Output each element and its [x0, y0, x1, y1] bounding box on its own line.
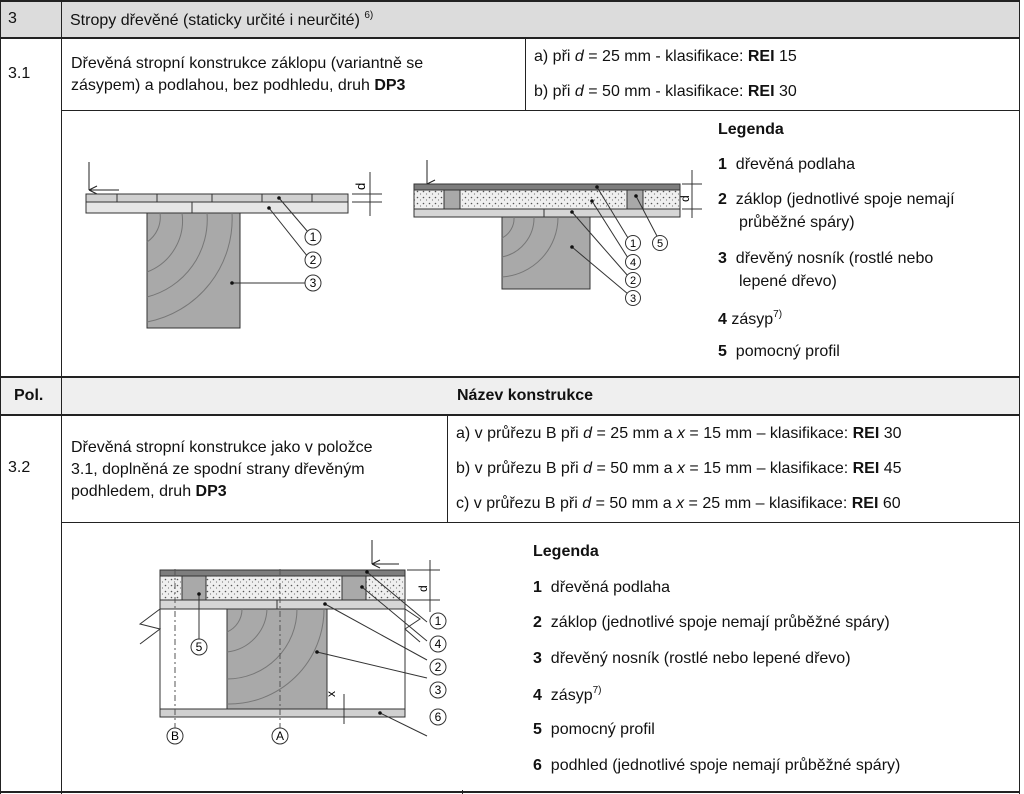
legend-item: 3 dřevěný nosník (rostlé nebo lepené dřevo): [533, 650, 851, 667]
legend-item: 3 dřevěný nosník (rostlé nebo: [718, 250, 934, 267]
grid-line: [62, 522, 1020, 523]
grid-line: [0, 791, 1020, 793]
load-arrow-icon: [372, 540, 399, 568]
auxiliary-profile: [627, 190, 643, 209]
svg-text:d: d: [678, 195, 692, 202]
section-title-footnote: 6): [364, 10, 374, 21]
legend-title: Legenda: [718, 121, 784, 138]
row-3-2-option-b: b) v průřezu B při d = 50 mm a x = 15 mm – klasifikace: REI 45: [456, 460, 902, 477]
legend-item-cont: lepené dřevo): [739, 273, 837, 290]
row-3-1-option-a: a) při d = 25 mm - klasifikace: REI 15: [534, 48, 797, 65]
figure-3-1: [62, 112, 712, 374]
section-title: [70, 11, 373, 29]
svg-text:5: 5: [195, 640, 203, 654]
legend-item: 5 pomocný profil: [718, 343, 840, 360]
right-section-drawing: [414, 160, 702, 306]
floor-board: [86, 194, 348, 202]
row-3-2-desc-line1: Dřevěná stropní konstrukce jako v položce: [71, 439, 373, 456]
svg-text:1: 1: [434, 614, 442, 628]
decking-board: [414, 209, 680, 217]
svg-text:1: 1: [309, 230, 317, 244]
row-3-2-option-c: c) v průřezu B při d = 50 mm a x = 25 mm – klasifikace: REI 60: [456, 495, 901, 512]
ceiling-board: [160, 709, 405, 717]
svg-text:2: 2: [434, 660, 442, 674]
legend-item: 2 záklop (jednotlivé spoje nemají průběžné spáry): [533, 614, 890, 631]
dim-d-label: d: [353, 182, 368, 190]
grid-line: [1019, 0, 1020, 794]
legend-item: 4 zásyp$^{7)}$: [533, 685, 602, 704]
floor-board: [414, 184, 680, 190]
timber-beam: [147, 213, 240, 328]
legend-item-cont: průběžné spáry): [739, 214, 855, 231]
row-3-1-type-code: DP3: [374, 77, 406, 94]
row-number-3-2: 3.2: [8, 459, 31, 476]
row-3-1-option-b: b) při d = 50 mm - klasifikace: REI 30: [534, 83, 797, 100]
left-section-drawing: [86, 162, 382, 328]
row-3-1-desc-line1: Dřevěná stropní konstrukce záklopu (variantně se: [71, 55, 424, 72]
row-3-2-desc-line3: podhledem, druh DP3: [71, 483, 227, 500]
grid-line: [0, 376, 1020, 378]
grid-line: [62, 110, 1020, 111]
svg-text:4: 4: [434, 637, 442, 651]
grid-line: [0, 0, 1, 794]
row-3-1-desc-text: zásypem) a podlahou, bez podhledu, druh: [71, 77, 375, 94]
svg-text:2: 2: [309, 253, 317, 267]
grid-line: [0, 414, 1020, 416]
grid-line: [462, 790, 463, 794]
grid-line: [0, 37, 1020, 39]
section-a-label: A: [275, 729, 285, 743]
figure-3-2: [62, 524, 462, 790]
svg-text:4: 4: [629, 257, 637, 269]
column-header-pol: Pol.: [14, 387, 44, 404]
legend-item: 5 pomocný profil: [533, 721, 655, 738]
grid-line: [447, 415, 448, 523]
column-header-name: Název konstrukce: [457, 387, 594, 404]
svg-text:1: 1: [629, 238, 637, 250]
legend-item: 1 dřevěná podlaha: [718, 156, 856, 173]
legend-title: Legenda: [533, 543, 599, 560]
decking-board: [160, 600, 405, 609]
section-b-label: B: [170, 729, 180, 743]
grid-line: [0, 0, 1020, 2]
svg-text:3: 3: [434, 683, 442, 697]
svg-text:d: d: [416, 585, 430, 592]
legend-item: 4 zásyp$^{7)}$: [718, 309, 783, 328]
section-title-text: Stropy dřevěné (staticky určité i neurčité): [70, 12, 360, 29]
legend-item: 2 záklop (jednotlivé spoje nemají: [718, 191, 955, 208]
row-3-1-desc-line2: [71, 78, 405, 94]
decking-board: [86, 202, 348, 213]
load-arrow-icon: [89, 162, 119, 194]
svg-text:5: 5: [656, 238, 664, 250]
row-number-3-1: 3.1: [8, 65, 31, 82]
auxiliary-profile: [182, 576, 206, 600]
row-3-2-desc-line2: 3.1, doplněná ze spodní strany dřevěným: [71, 461, 365, 478]
legend-item: 6 podhled (jednotlivé spoje nemají průběžné spáry): [533, 757, 901, 774]
timber-beam: [227, 609, 327, 709]
svg-text:3: 3: [309, 276, 317, 290]
svg-text:x: x: [324, 691, 338, 697]
auxiliary-profile: [444, 190, 460, 209]
section-number: 3: [8, 10, 17, 27]
svg-text:2: 2: [629, 275, 637, 287]
grid-line: [525, 38, 526, 111]
legend-item: 1 dřevěná podlaha: [533, 579, 671, 596]
svg-text:3: 3: [629, 293, 637, 305]
svg-text:6: 6: [434, 710, 442, 724]
row-3-2-option-a: a) v průřezu B při d = 25 mm a x = 15 mm – klasifikace: REI 30: [456, 425, 902, 442]
